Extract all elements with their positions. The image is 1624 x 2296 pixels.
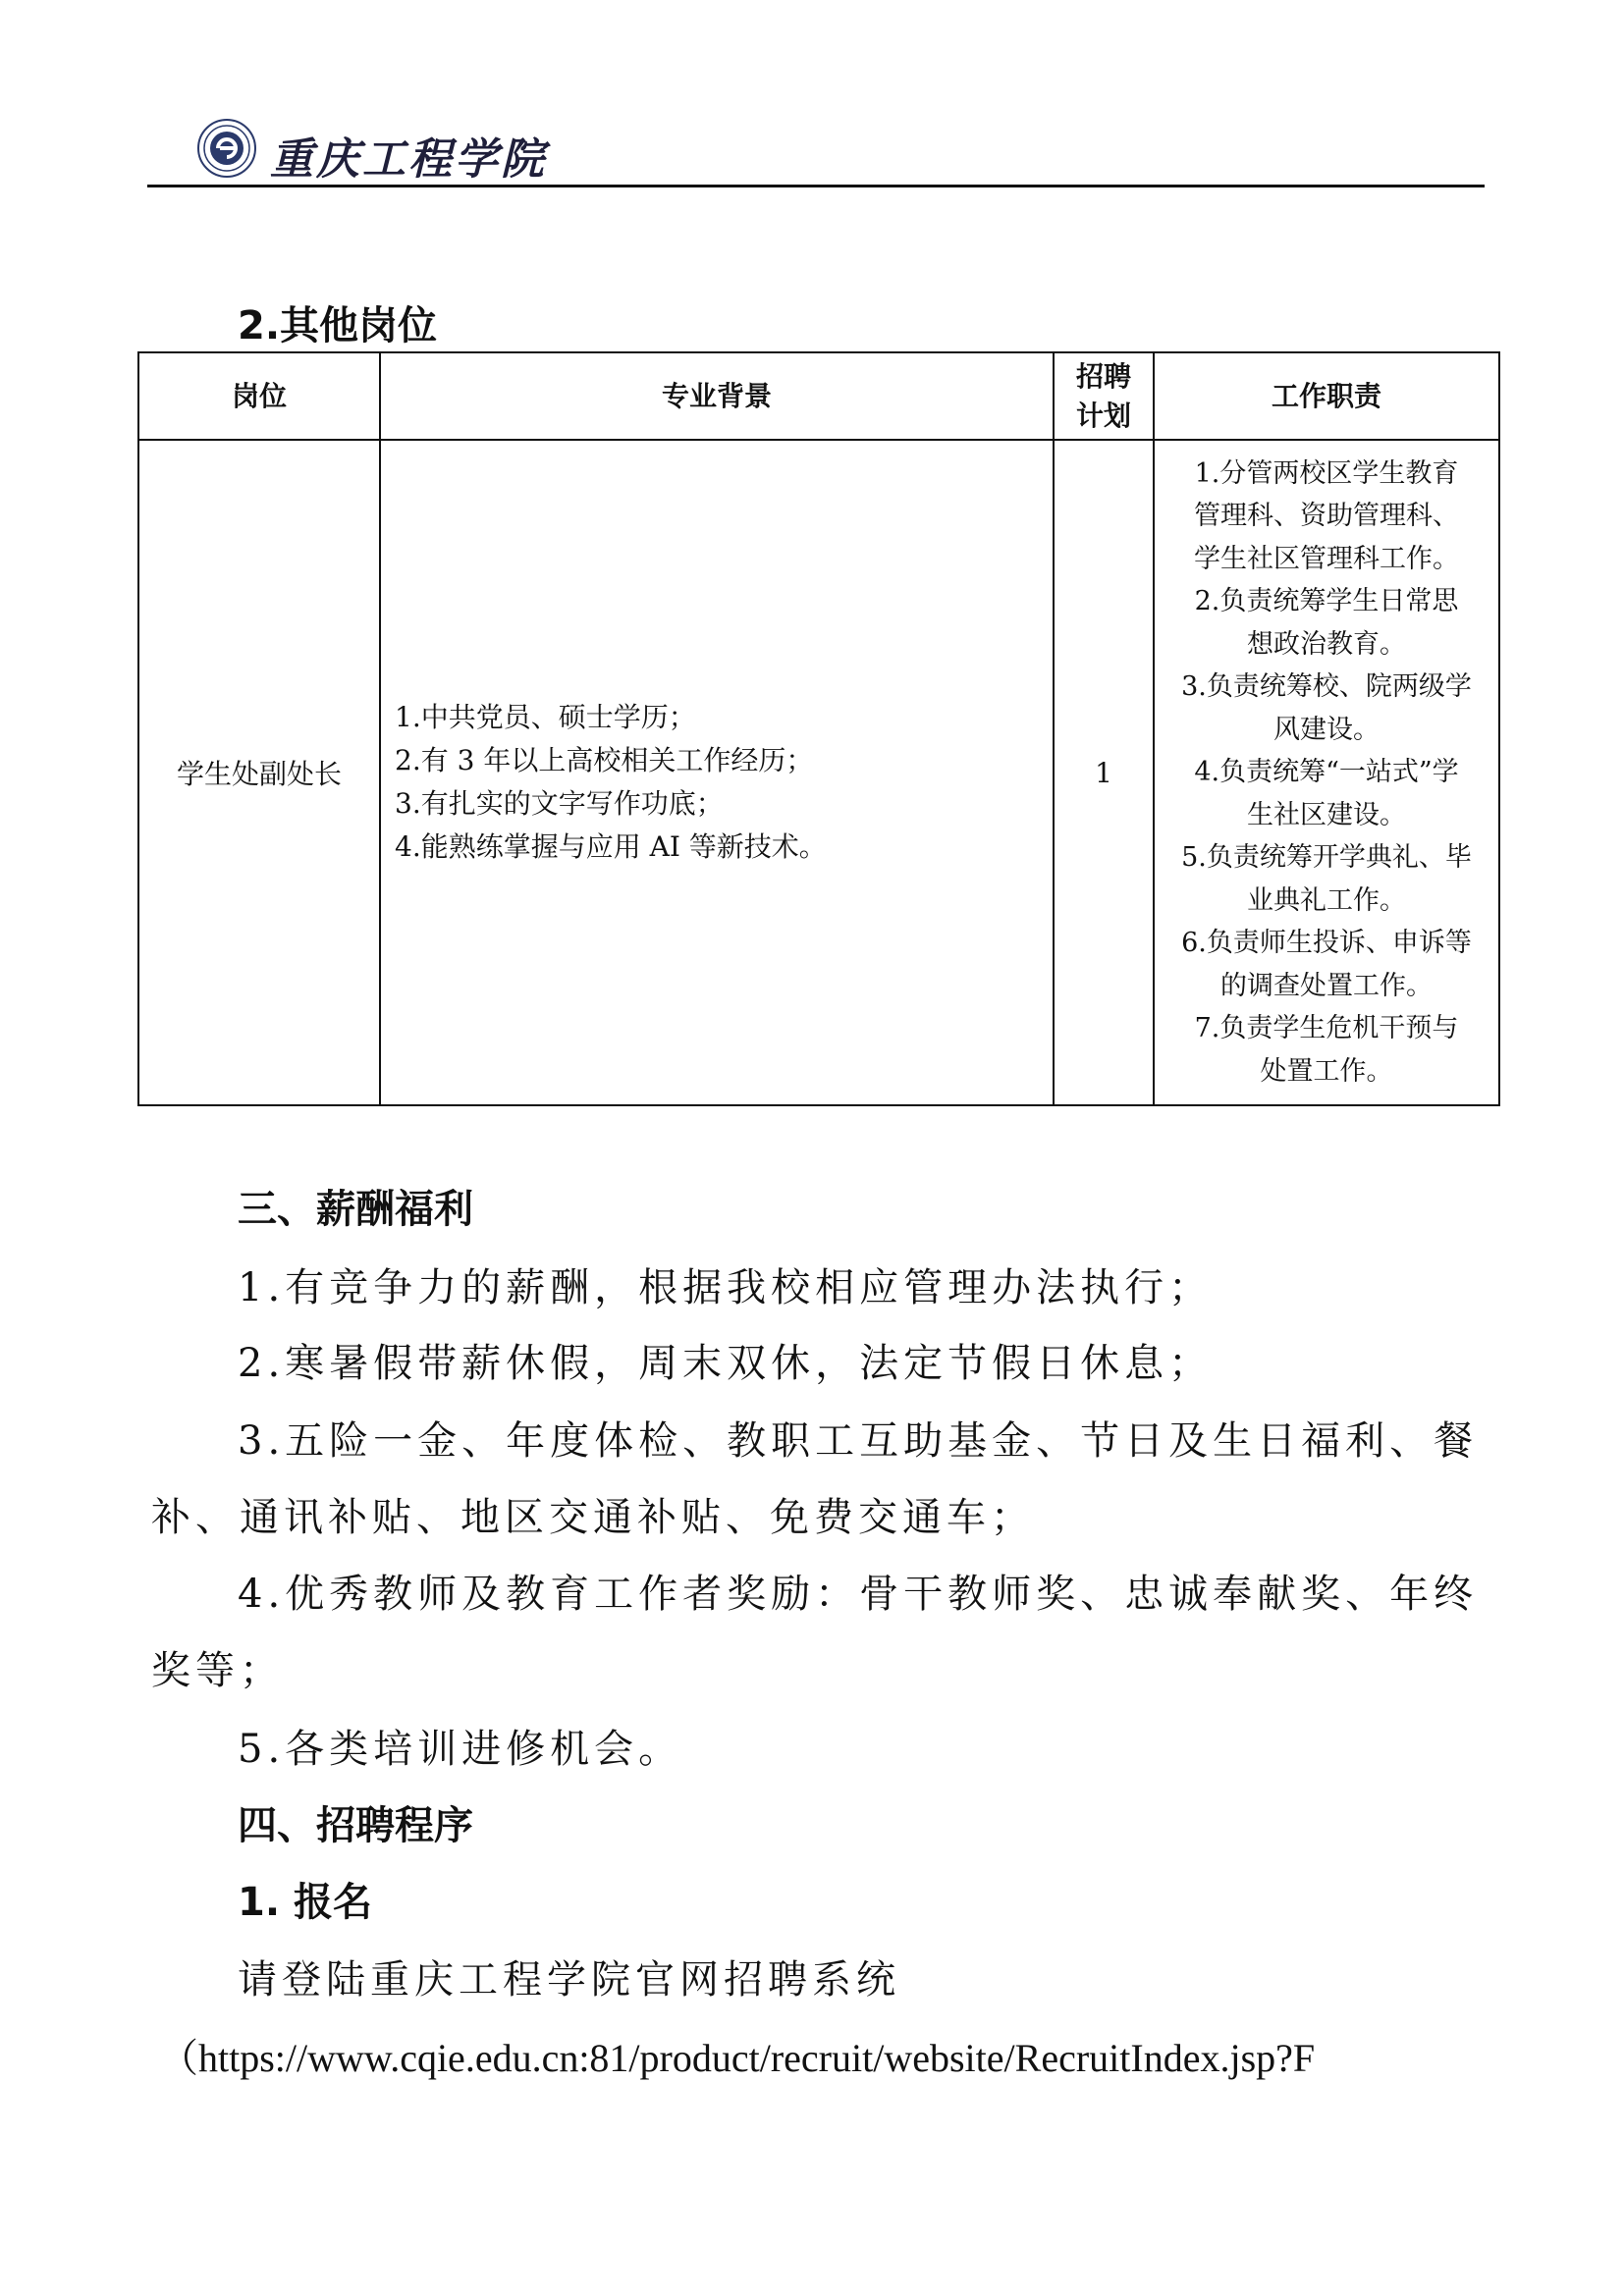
duty-line: 处置工作。 bbox=[1260, 1055, 1393, 1087]
background-item: 4.能熟练掌握与应用 AI 等新技术。 bbox=[395, 830, 827, 863]
benefit-item: 1.有竞争力的薪酬，根据我校相应管理办法执行； bbox=[238, 1265, 1214, 1310]
benefits-heading: 三、薪酬福利 bbox=[238, 1187, 473, 1232]
table-row bbox=[138, 440, 1499, 1105]
duty-line: 风建设。 bbox=[1273, 714, 1380, 745]
position-table bbox=[137, 351, 1500, 1106]
benefit-item: 2.寒暑假带薪休假，周末双休，法定节假日休息； bbox=[238, 1341, 1214, 1386]
duty-line: 3.负责统筹校、院两级学 bbox=[1181, 671, 1472, 703]
page-header bbox=[147, 110, 1485, 188]
background-item: 1.中共党员、硕士学历； bbox=[395, 701, 696, 733]
duty-line: 学生社区管理科工作。 bbox=[1194, 543, 1459, 574]
column-header-plan-line1: 招聘 bbox=[1075, 359, 1131, 393]
school-name-logotype: 重庆工程学院 bbox=[270, 134, 547, 185]
background-item: 3.有扎实的文字写作功底； bbox=[395, 787, 724, 820]
duty-line: 4.负责统筹“一站式”学 bbox=[1194, 757, 1459, 788]
column-header-background: 专业背景 bbox=[380, 352, 1054, 440]
duty-line: 管理科、资助管理科、 bbox=[1194, 501, 1459, 532]
benefit-item-continuation: 奖等； bbox=[151, 1648, 284, 1693]
procedure-heading: 四、招聘程序 bbox=[238, 1803, 473, 1848]
duty-line: 5.负责统筹开学典礼、毕 bbox=[1181, 842, 1472, 874]
header-divider bbox=[147, 185, 1485, 187]
background-item: 2.有 3 年以上高校相关工作经历； bbox=[395, 744, 814, 776]
duty-line: 想政治教育。 bbox=[1247, 628, 1406, 660]
cell-plan: 1 bbox=[1054, 440, 1154, 1105]
column-header-plan-line2: 计划 bbox=[1075, 399, 1131, 432]
school-logo-icon bbox=[196, 118, 257, 179]
step1-heading: 1. 报名 bbox=[238, 1880, 372, 1925]
duty-line: 业典礼工作。 bbox=[1247, 884, 1406, 916]
benefit-item: 3.五险一金、年度体检、教职工互助基金、节日及生日福利、餐 bbox=[238, 1418, 1479, 1464]
duty-line: 1.分管两校区学生教育 bbox=[1194, 457, 1459, 489]
column-header-duties: 工作职责 bbox=[1154, 352, 1499, 440]
duty-line: 生社区建设。 bbox=[1247, 799, 1406, 830]
duty-line: 的调查处置工作。 bbox=[1220, 970, 1433, 1001]
cell-position: 学生处副处长 bbox=[138, 440, 380, 1105]
other-positions-heading: 2.其他岗位 bbox=[238, 303, 438, 348]
table-header-row bbox=[138, 352, 1499, 440]
duty-line: 7.负责学生危机干预与 bbox=[1194, 1013, 1459, 1044]
column-header-plan bbox=[1054, 352, 1154, 440]
column-header-position: 岗位 bbox=[138, 352, 380, 440]
benefit-item: 5.各类培训进修机会。 bbox=[238, 1727, 683, 1772]
benefit-item: 4.优秀教师及教育工作者奖励：骨干教师奖、忠诚奉献奖、年终 bbox=[238, 1572, 1479, 1617]
cell-duties bbox=[1154, 440, 1499, 1105]
duty-line: 2.负责统筹学生日常思 bbox=[1194, 586, 1459, 617]
recruit-url-link[interactable]: （https://www.cqie.edu.cn:81/product/recruit/website/RecruitIndex.jsp?F bbox=[159, 2036, 1316, 2080]
benefit-item-continuation: 补、通讯补贴、地区交通补贴、免费交通车； bbox=[151, 1495, 1035, 1540]
duty-line: 6.负责师生投诉、申诉等 bbox=[1181, 928, 1472, 959]
step1-text: 请登陆重庆工程学院官网招聘系统 bbox=[238, 1957, 900, 2002]
cell-background bbox=[380, 440, 1054, 1105]
